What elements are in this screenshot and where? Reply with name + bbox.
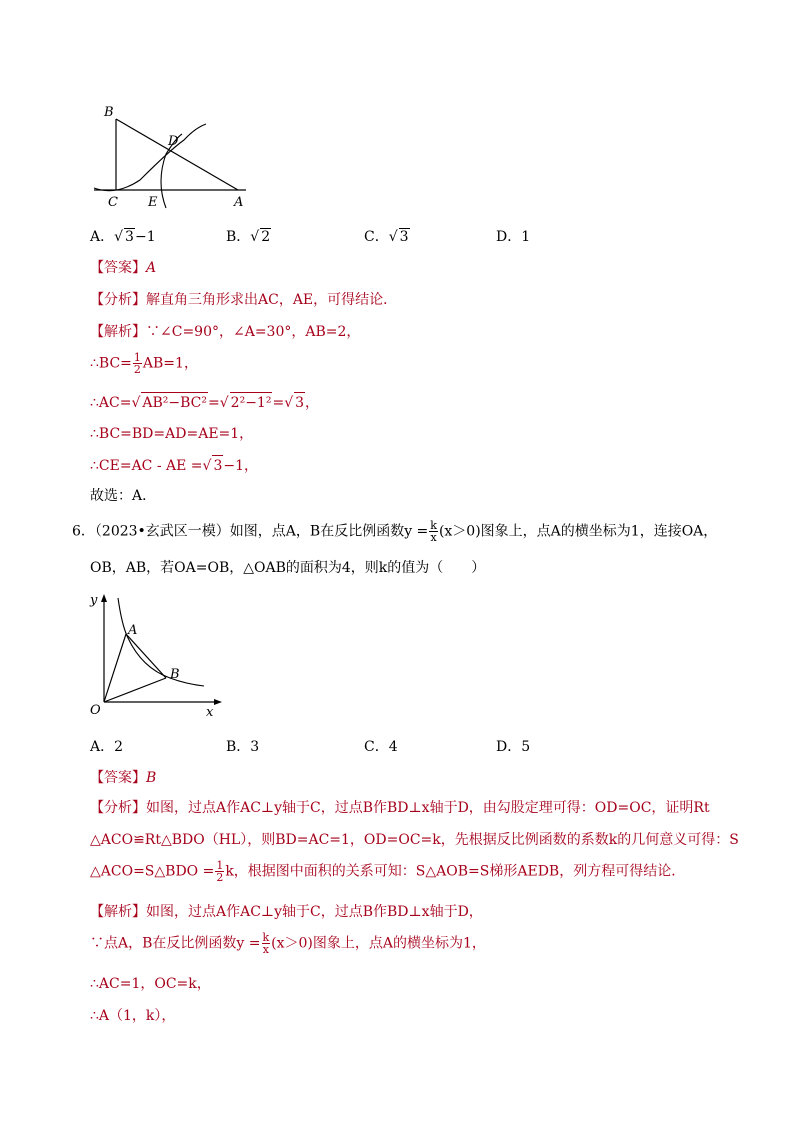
q6-stem-2: OB，AB，若OA=OB，△OAB的面积为4，则k的值为（ ）: [90, 560, 486, 576]
triangle-figure: [90, 100, 260, 210]
q6-solution-3: ∴AC=1，OC=k，: [90, 976, 211, 992]
option-d: D．1: [496, 229, 531, 245]
segment-ob: [104, 678, 166, 702]
y-axis-arrow: [101, 594, 107, 602]
sqrt-symbol: √: [219, 395, 229, 411]
label-b: B: [104, 105, 114, 120]
q6-stem-1: 6．（2023•玄武区一模）如图，点A，B在反比例函数y = $\frac{k}{x}$ (x＞0)图象上，点A的横坐标为1，连接OA，: [72, 519, 718, 544]
label-o: O: [90, 703, 101, 718]
q5-solution-3: ∴AC=√ AB²−BC²=√ 2²−1²=√ 3，: [90, 392, 319, 413]
sqrt-symbol: √: [202, 458, 212, 474]
segment-oa: [104, 634, 126, 702]
q5-solution-4: ∴BC=BD=AD=AE=1，: [90, 426, 254, 442]
option-d: D．5: [496, 739, 531, 755]
fraction-half: $\frac{1}{2}$: [133, 351, 141, 376]
q6-solution-4: ∴A（1，k），: [90, 1008, 176, 1024]
option-b: B．3: [226, 739, 260, 755]
label-c: C: [108, 195, 118, 210]
option-c: C．√ 3: [364, 229, 409, 245]
q6-solution-1: 【解析】如图，过点A作AC⊥y轴于C，过点B作BD⊥x轴于D，: [90, 904, 483, 920]
sqrt-symbol: √: [284, 395, 294, 411]
label-b: B: [170, 667, 180, 682]
q6-answer: 【答案】B: [90, 770, 157, 786]
sqrt-symbol: √: [388, 229, 398, 245]
segment-ba: [116, 119, 238, 190]
q5-solution-5: ∴CE=AC - AE =√ 3−1，: [90, 455, 258, 476]
q6-solution-2: ∵点A，B在反比例函数y = $\frac{k}{x}$ (x＞0)图象上，点A的横坐标为1，: [90, 931, 486, 956]
q5-options: [90, 226, 730, 246]
option-b: B．√ 2: [226, 229, 271, 245]
sqrt-symbol: √: [250, 229, 260, 245]
q6-analysis-1: 【分析】如图，过点A作AC⊥y轴于C，过点B作BD⊥x轴于D，由勾股定理可得：OD=OC，证明Rt: [90, 800, 710, 816]
label-a: A: [128, 623, 138, 638]
sqrt-symbol: √: [114, 229, 124, 245]
q5-answer: 【答案】A: [90, 260, 157, 276]
q6-options: [90, 736, 730, 756]
label-a: A: [234, 195, 244, 210]
q5-conclusion: 故选：A．: [90, 488, 157, 504]
q5-analysis: 【分析】解直角三角形求出AC，AE，可得结论．: [90, 292, 398, 308]
option-c: C．4: [364, 739, 398, 755]
sqrt-symbol: √: [131, 395, 141, 411]
option-a: A．2: [90, 739, 124, 755]
label-x: x: [206, 705, 214, 720]
q6-analysis-3: △ACO=S△BDO = $\frac{1}{2}$ k，根据图中面积的关系可知：S△AOB=S梯形AEDB，列方程可得结论．: [90, 859, 686, 884]
segment-ab: [126, 634, 166, 678]
fraction-k-over-x: $\frac{k}{x}$: [430, 519, 437, 544]
coordinate-figure: [86, 590, 226, 720]
fraction-half: $\frac{1}{2}$: [216, 859, 224, 884]
option-a: A．√ 3−1: [90, 229, 156, 245]
fraction-k-over-x: $\frac{k}{x}$: [262, 931, 270, 956]
x-axis-arrow: [214, 699, 222, 705]
q6-analysis-2: △ACO≌Rt△BDO（HL），则BD=AC=1，OD=OC=k，先根据反比例函数的系数k的几何意义可得：S: [90, 832, 739, 848]
label-d: D: [168, 134, 179, 149]
label-e: E: [148, 195, 158, 210]
label-y: y: [90, 593, 98, 608]
q5-solution-1: 【解析】∵∠C=90°，∠A=30°，AB=2，: [90, 324, 361, 340]
q5-solution-2: ∴BC= $\frac{1}{2}$ AB=1，: [90, 351, 198, 376]
arc-centered-b: [94, 124, 206, 191]
